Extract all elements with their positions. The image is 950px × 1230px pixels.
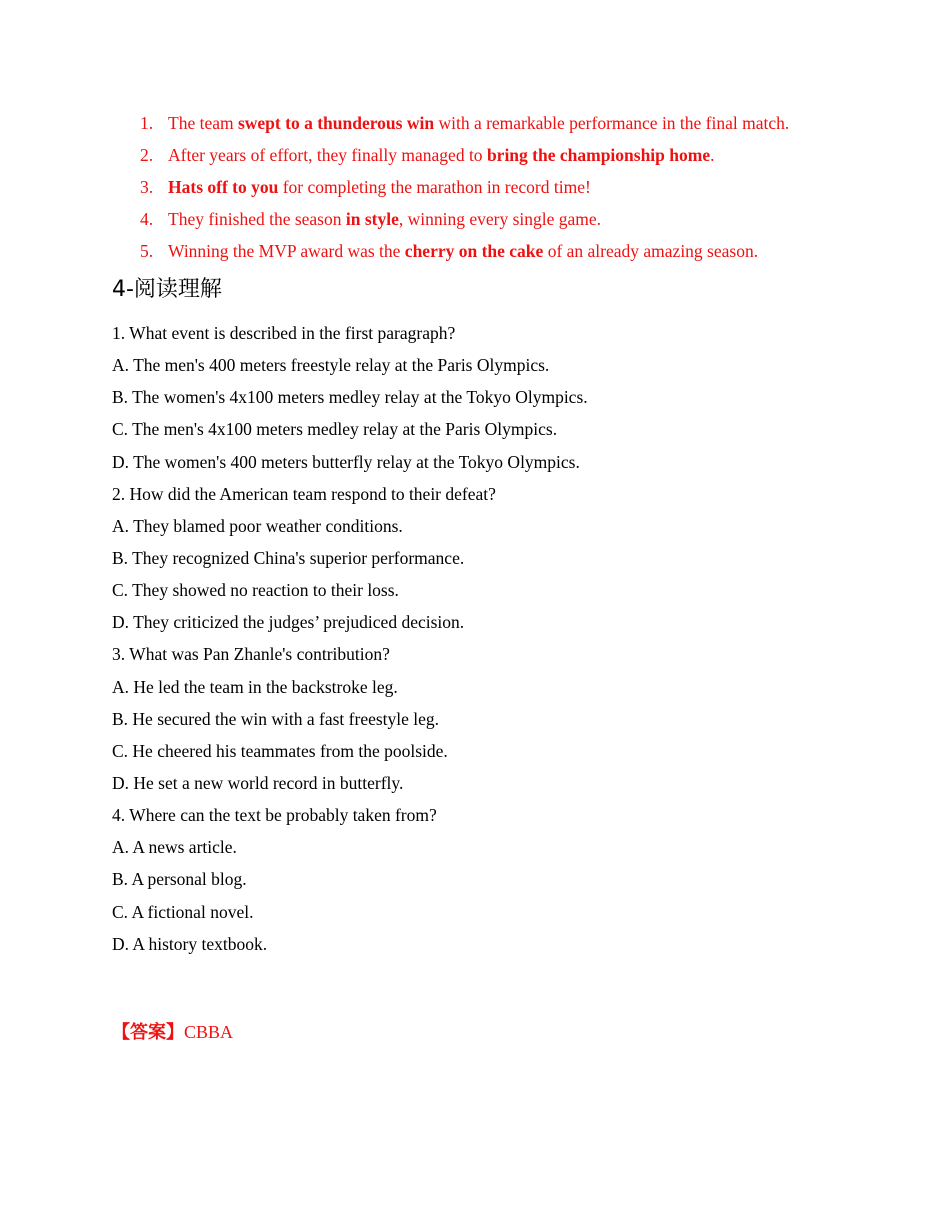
list-number: 1. <box>140 113 154 133</box>
answer-option: D. A history textbook. <box>112 933 268 954</box>
answer-option: D. He set a new world record in butterfly. <box>112 772 404 793</box>
list-number: 5. <box>140 241 154 261</box>
answer-option: B. The women's 4x100 meters medley relay at the Tokyo Olympics. <box>112 387 588 408</box>
answer-option: A. The men's 400 meters freestyle relay at the Paris Olympics. <box>112 355 550 376</box>
answer-option: B. He secured the win with a fast freestyle leg. <box>112 708 440 729</box>
answer-option: D. The women's 400 meters butterfly relay at the Tokyo Olympics. <box>112 451 580 472</box>
sentence-text: The team <box>168 113 238 133</box>
list-number: 4. <box>140 209 154 229</box>
list-number: 3. <box>140 177 154 197</box>
answer-option: A. He led the team in the backstroke leg. <box>112 676 398 697</box>
sentence-text: . <box>710 145 715 165</box>
answer-value: CBBA <box>184 1022 234 1042</box>
idiom-phrase: swept to a thunderous win <box>237 113 435 133</box>
answer-option: C. A fictional novel. <box>112 901 254 922</box>
idiom-example-item <box>112 206 912 238</box>
idiom-example-item <box>112 238 912 270</box>
idiom-phrase: bring the championship home <box>486 145 711 165</box>
answer-option: B. A personal blog. <box>112 869 247 890</box>
answer-option: A. A news article. <box>112 837 237 858</box>
answer-option: C. They showed no reaction to their loss. <box>112 580 399 601</box>
idiom-example-item <box>112 174 912 206</box>
list-number: 2. <box>140 145 154 165</box>
sentence-text: with a remarkable performance in the final match. <box>434 113 790 133</box>
question-text: 1. What event is described in the first paragraph? <box>112 323 456 343</box>
sentence-text: for completing the marathon in record time! <box>278 177 591 197</box>
reading-questions <box>112 319 912 962</box>
sentence-text: , winning every single game. <box>398 209 602 229</box>
question-text: 3. What was Pan Zhanle's contribution? <box>112 644 390 665</box>
section-heading: 4-阅读理解 <box>112 277 222 302</box>
answer-option: D. They criticized the judges’ prejudiced decision. <box>112 612 465 633</box>
idiom-phrase: cherry on the cake <box>404 241 544 261</box>
question-text: 2. How did the American team respond to their defeat? <box>112 483 496 504</box>
sentence-text: After years of effort, they finally managed to <box>168 145 487 165</box>
question-text: 4. Where can the text be probably taken from? <box>112 805 437 826</box>
answer-option: A. They blamed poor weather conditions. <box>112 515 403 536</box>
idiom-example-list <box>112 110 912 270</box>
idiom-phrase: Hats off to you <box>168 177 279 197</box>
sentence-text: Winning the MVP award was the <box>168 241 405 261</box>
sentence-text: They finished the season <box>168 209 346 229</box>
answer-option: B. They recognized China's superior performance. <box>112 547 465 568</box>
sentence-text: of an already amazing season. <box>543 241 759 261</box>
idiom-example-item <box>112 110 912 142</box>
idiom-example-item <box>112 142 912 174</box>
answer-option: C. He cheered his teammates from the poolside. <box>112 740 448 761</box>
idiom-phrase: in style <box>345 209 399 229</box>
answer-key <box>112 1018 233 1047</box>
answer-label: 【答案】 <box>112 1022 184 1043</box>
answer-option: C. The men's 4x100 meters medley relay at the Paris Olympics. <box>112 419 558 440</box>
